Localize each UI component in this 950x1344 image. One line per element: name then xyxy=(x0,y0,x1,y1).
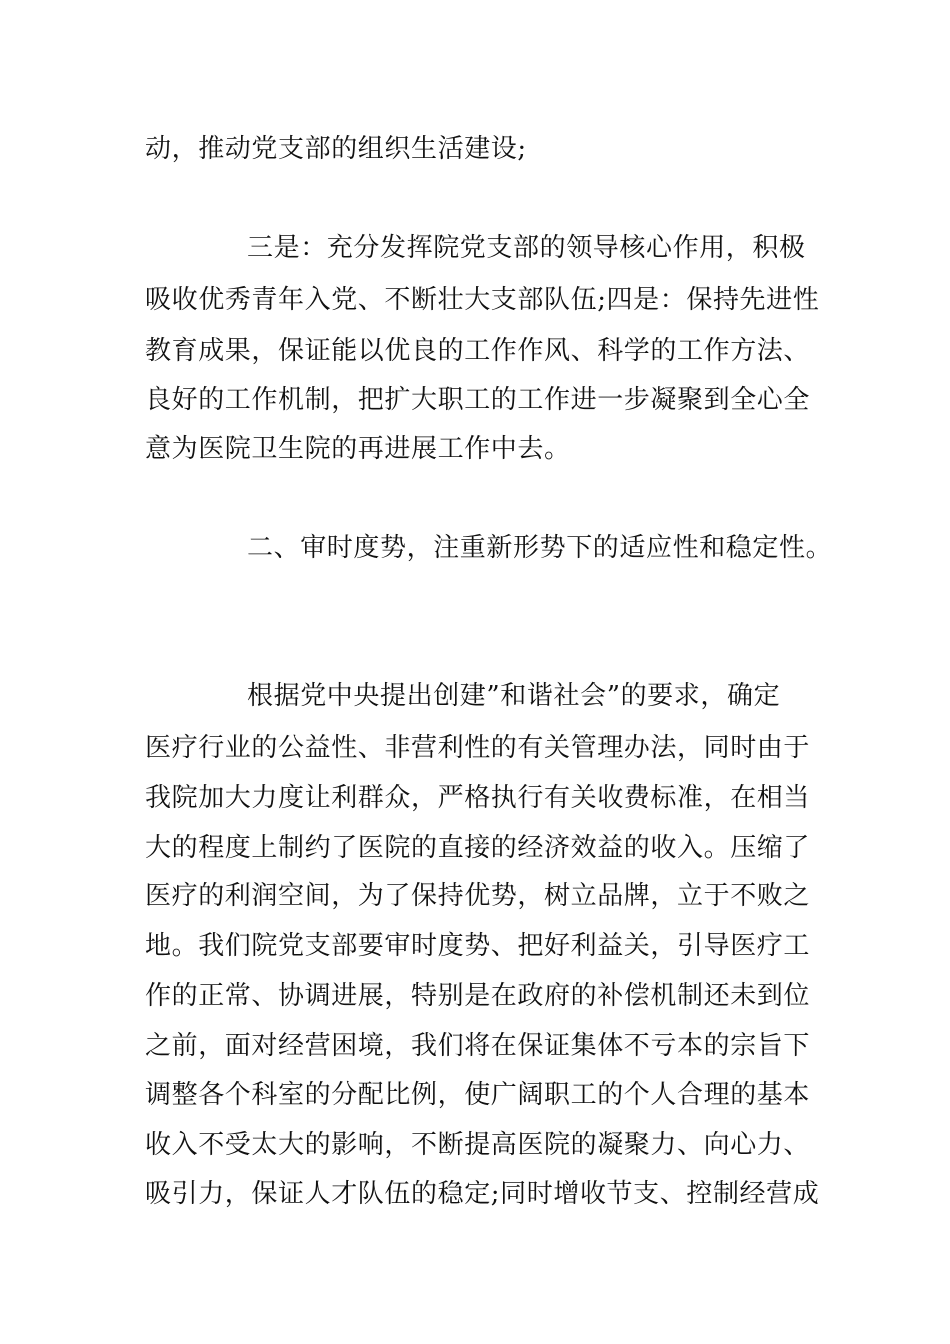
text-line: 教育成果，保证能以优良的工作作风、科学的工作方法、 xyxy=(145,336,811,366)
text-line: 良好的工作机制，把扩大职工的工作进一步凝聚到全心全 xyxy=(145,385,811,415)
text-line: 收入不受太大的影响，不断提高医院的凝聚力、向心力、 xyxy=(145,1130,811,1160)
text-line: 吸收优秀青年入党、不断壮大支部队伍;四是：保持先进性 xyxy=(145,285,820,315)
text-line: 大的程度上制约了医院的直接的经济效益的收入。压缩了 xyxy=(145,833,811,863)
text-line: 三是：充分发挥院党支部的领导核心作用，积极 xyxy=(247,233,806,263)
text-line: 动，推动党支部的组织生活建设; xyxy=(145,134,527,164)
section-heading: 二、审时度势，注重新形势下的适应性和稳定性。 xyxy=(247,533,833,563)
text-line: 之前，面对经营困境，我们将在保证集体不亏本的宗旨下 xyxy=(145,1031,811,1061)
text-line: 调整各个科室的分配比例，使广阔职工的个人合理的基本 xyxy=(145,1080,811,1110)
text-line: 医疗行业的公益性、非营利性的有关管理办法，同时由于 xyxy=(145,733,811,763)
text-line: 地。我们院党支部要审时度势、把好利益关，引导医疗工 xyxy=(145,931,811,961)
text-line: 我院加大力度让利群众，严格执行有关收费标准，在相当 xyxy=(145,783,811,813)
text-line: 吸引力，保证人才队伍的稳定;同时增收节支、控制经营成 xyxy=(145,1179,820,1209)
text-line: 医疗的利润空间，为了保持优势，树立品牌，立于不败之 xyxy=(145,881,811,911)
text-line: 作的正常、协调进展，特别是在政府的补偿机制还未到位 xyxy=(145,981,811,1011)
text-line: 根据党中央提出创建”和谐社会”的要求，确定 xyxy=(247,681,781,711)
text-line: 意为医院卫生院的再进展工作中去。 xyxy=(145,434,571,464)
